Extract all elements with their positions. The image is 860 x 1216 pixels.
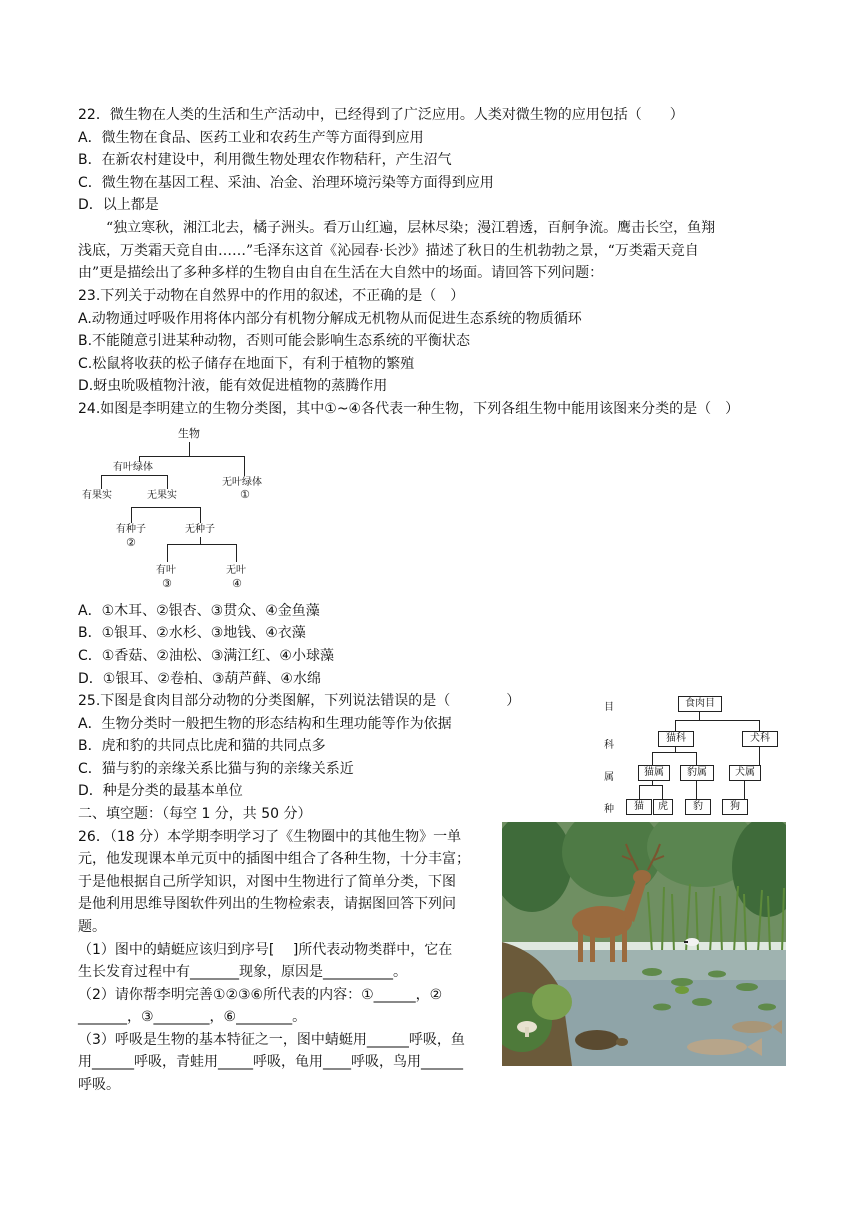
q25-stem: 25.下图是食肉目部分动物的分类图解，下列说法错误的是（ ）: [78, 693, 521, 709]
rank-family: 科: [604, 740, 614, 751]
node-canidae: 犬科: [742, 731, 778, 747]
q23-option-c: C.松鼠将收获的松子储存在地面下，有利于植物的繁殖: [78, 356, 415, 372]
q26-part2-b: _______，③________，⑥________。: [78, 1009, 307, 1025]
node-leopard: 豹: [685, 799, 711, 815]
q26-intro-1: 26．（18 分）本学期李明学习了《生物圈中的其他生物》一单: [78, 829, 462, 845]
section-2-heading: 二、填空题：（每空 1 分，共 50 分）: [78, 806, 312, 822]
q22-option-d: D．以上都是: [78, 197, 159, 213]
q26-intro-4: 是他利用思维导图软件列出的生物检索表，请据图回答下列问: [78, 896, 456, 912]
tree-no-seed: 无种子: [185, 524, 215, 535]
tree-mark-3: ③: [162, 577, 172, 590]
q26-part1-a: （1）图中的蜻蜓应该归到序号[ ]所代表动物类群中，它在: [78, 942, 453, 958]
tree-mark-1: ①: [240, 488, 250, 501]
q22-option-c: C．微生物在基因工程、采油、冶金、治理环境污染等方面得到应用: [78, 175, 494, 191]
ecosystem-illustration: [502, 822, 786, 1066]
q23-option-d: D.蚜虫吮吸植物汁液，能有效促进植物的蒸腾作用: [78, 378, 388, 394]
rank-species: 种: [604, 804, 614, 815]
node-felidae: 猫科: [658, 731, 694, 747]
q23-stem: 23.下列关于动物在自然界中的作用的叙述，不正确的是（ ）: [78, 288, 465, 304]
q24-option-b: B．①银耳、②水杉、③地钱、④衣藻: [78, 625, 306, 641]
q23-option-b: B.不能随意引进某种动物，否则可能会影响生态系统的平衡状态: [78, 333, 471, 349]
q25-option-a: A．生物分类时一般把生物的形态结构和生理功能等作为依据: [78, 716, 452, 732]
tree-root: 生物: [178, 427, 200, 440]
tree-mark-2: ②: [126, 536, 136, 549]
q24-option-a: A．①木耳、②银杏、③贯众、④金鱼藻: [78, 603, 320, 619]
q24-stem: 24.如图是李明建立的生物分类图，其中①~④各代表一种生物，下列各组生物中能用该图来分类的是（ ）: [78, 401, 740, 417]
passage-line-1: “独立寒秋，湘江北去，橘子洲头。看万山红遍，层林尽染；漫江碧透，百舸争流。鹰击长空，鱼翔: [106, 220, 716, 236]
q23-option-a: A.动物通过呼吸作用将体内部分有机物分解成无机物从而促进生态系统的物质循环: [78, 311, 582, 327]
q22-stem: 22．微生物在人类的生活和生产活动中，已经得到了广泛应用。人类对微生物的应用包括（ ）: [78, 107, 684, 123]
q22-option-b: B．在新农村建设中，利用微生物处理农作物秸秆，产生沼气: [78, 152, 452, 168]
tree-has-seed: 有种子: [116, 524, 146, 535]
tree-mark-4: ④: [232, 577, 242, 590]
tree-no-chloroplast: 无叶绿体: [222, 477, 262, 488]
node-cat: 猫: [626, 799, 652, 815]
q26-part3-a: （3）呼吸是生物的基本特征之一，图中蜻蜓用______呼吸，鱼: [78, 1032, 465, 1048]
q26-part2-a: （2）请你帮李明完善①②③⑥所代表的内容：①______，②: [78, 987, 443, 1003]
q26-intro-5: 题。: [78, 919, 106, 935]
q26-part3-c: 呼吸。: [78, 1077, 120, 1093]
node-canis: 犬属: [729, 765, 761, 781]
q22-option-a: A．微生物在食品、医药工业和农药生产等方面得到应用: [78, 130, 424, 146]
q24-option-d: D．①银耳、②卷柏、③葫芦藓、④水绵: [78, 671, 321, 687]
q25-option-d: D．种是分类的最基本单位: [78, 783, 243, 799]
rank-order: 目: [604, 702, 614, 713]
node-tiger: 虎: [653, 799, 673, 815]
q26-part3-b: 用______呼吸，青蛙用_____呼吸，龟用____呼吸，鸟用______: [78, 1054, 463, 1070]
q25-option-c: C．猫与豹的亲缘关系比猫与狗的亲缘关系近: [78, 761, 354, 777]
node-panthera: 豹属: [680, 765, 714, 781]
tree-no-fruit: 无果实: [147, 490, 177, 501]
rank-genus: 属: [604, 772, 614, 783]
node-dog: 狗: [722, 799, 748, 815]
q26-part1-b: 生长发育过程中有_______现象，原因是__________。: [78, 964, 407, 980]
q25-option-b: B．虎和豹的共同点比虎和猫的共同点多: [78, 738, 326, 754]
tree-no-leaf: 无叶: [226, 565, 246, 576]
tree-has-leaf: 有叶: [156, 565, 176, 576]
node-order: 食肉目: [678, 696, 722, 712]
passage-line-2: 浅底，万类霜天竞自由……”毛泽东这首《沁园春·长沙》描述了秋日的生机勃勃之景，“万类霜天竞自: [78, 243, 699, 259]
q26-intro-3: 于是他根据自己所学知识，对图中生物进行了简单分类，下图: [78, 874, 456, 890]
tree-has-chloroplast: 有叶绿体: [113, 462, 153, 473]
q24-option-c: C．①香菇、②油松、③满江红、④小球藻: [78, 648, 334, 664]
node-felis: 猫属: [638, 765, 670, 781]
tree-has-fruit: 有果实: [82, 490, 112, 501]
q26-intro-2: 元，他发现课本单元页中的插图中组合了各种生物，十分丰富；: [78, 851, 470, 867]
passage-line-3: 由”更是描绘出了多种多样的生物自由自在生活在大自然中的场面。请回答下列问题：: [78, 265, 604, 281]
